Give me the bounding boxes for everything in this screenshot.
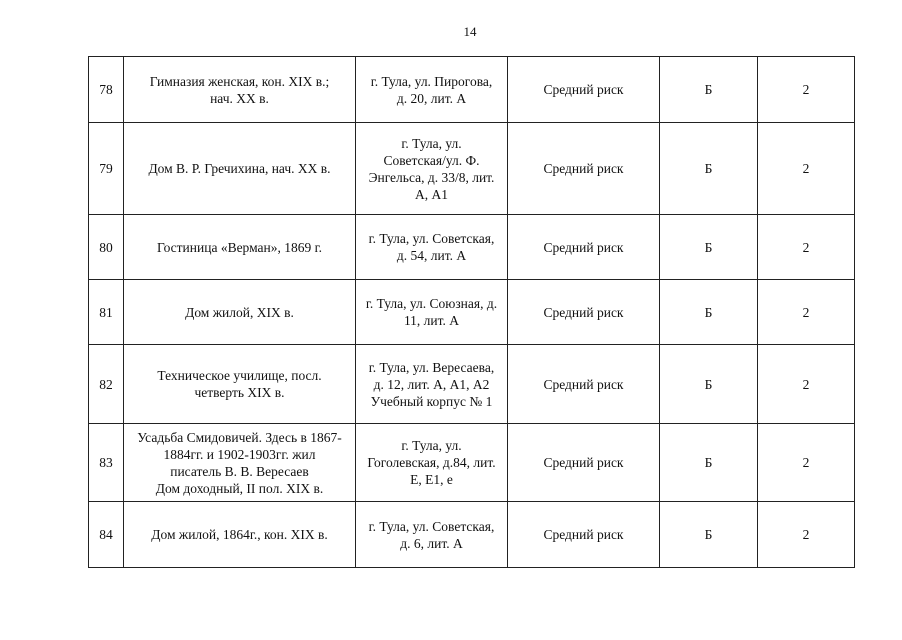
risk-level-cell: Средний риск <box>508 57 660 123</box>
table-row <box>89 424 855 502</box>
object-name-cell: Усадьба Смидовичей. Здесь в 1867- 1884гг. и 1902-1903гг. жил писатель В. В. Вересаев Дом доходный, II пол. XIX в. <box>124 424 356 502</box>
page-number: 14 <box>463 24 477 39</box>
address-cell: г. Тула, ул. Советская/ул. Ф. Энгельса, д. 33/8, лит. А, А1 <box>356 123 508 215</box>
class-cell: Б <box>660 280 758 345</box>
table-row <box>89 215 855 280</box>
table-row <box>89 123 855 215</box>
object-name-cell: Дом В. Р. Гречихина, нач. XX в. <box>124 123 356 215</box>
table-row <box>89 502 855 568</box>
row-number-cell: 78 <box>89 57 124 123</box>
risk-level-cell: Средний риск <box>508 345 660 424</box>
risk-level-cell: Средний риск <box>508 123 660 215</box>
object-name-cell: Дом жилой, XIX в. <box>124 280 356 345</box>
row-number-cell: 82 <box>89 345 124 424</box>
address-cell: г. Тула, ул. Советская, д. 54, лит. А <box>356 215 508 280</box>
row-number-cell: 83 <box>89 424 124 502</box>
address-cell: г. Тула, ул. Союзная, д. 11, лит. А <box>356 280 508 345</box>
address-cell: г. Тула, ул. Гоголевская, д.84, лит. Е, Е1, е <box>356 424 508 502</box>
class-cell: Б <box>660 123 758 215</box>
category-cell: 2 <box>758 424 855 502</box>
class-cell: Б <box>660 424 758 502</box>
category-cell: 2 <box>758 123 855 215</box>
risk-level-cell: Средний риск <box>508 215 660 280</box>
object-name-cell: Дом жилой, 1864г., кон. XIX в. <box>124 502 356 568</box>
class-cell: Б <box>660 345 758 424</box>
object-name-cell: Техническое училище, посл. четверть XIX в. <box>124 345 356 424</box>
category-cell: 2 <box>758 57 855 123</box>
category-cell: 2 <box>758 280 855 345</box>
object-name-cell: Гимназия женская, кон. XIX в.; нач. XX в. <box>124 57 356 123</box>
class-cell: Б <box>660 502 758 568</box>
category-cell: 2 <box>758 345 855 424</box>
category-cell: 2 <box>758 215 855 280</box>
address-cell: г. Тула, ул. Советская, д. 6, лит. А <box>356 502 508 568</box>
table-row <box>89 280 855 345</box>
class-cell: Б <box>660 57 758 123</box>
row-number-cell: 80 <box>89 215 124 280</box>
row-number-cell: 79 <box>89 123 124 215</box>
object-name-cell: Гостиница «Верман», 1869 г. <box>124 215 356 280</box>
heritage-objects-table <box>88 56 855 568</box>
row-number-cell: 81 <box>89 280 124 345</box>
table-row <box>89 57 855 123</box>
table-row <box>89 345 855 424</box>
class-cell: Б <box>660 215 758 280</box>
risk-level-cell: Средний риск <box>508 424 660 502</box>
address-cell: г. Тула, ул. Пирогова, д. 20, лит. А <box>356 57 508 123</box>
risk-level-cell: Средний риск <box>508 502 660 568</box>
category-cell: 2 <box>758 502 855 568</box>
risk-level-cell: Средний риск <box>508 280 660 345</box>
address-cell: г. Тула, ул. Вересаева, д. 12, лит. А, А1, А2 Учебный корпус № 1 <box>356 345 508 424</box>
row-number-cell: 84 <box>89 502 124 568</box>
